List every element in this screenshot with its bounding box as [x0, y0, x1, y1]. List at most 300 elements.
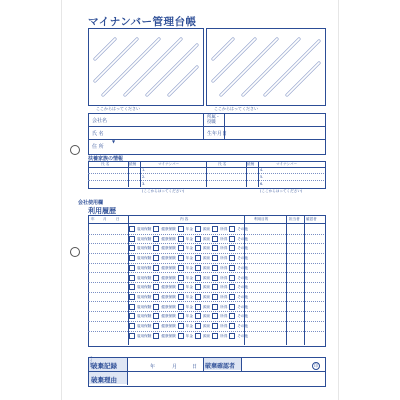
- usage-option-label: 所得: [220, 275, 228, 280]
- usage-option-label: その他: [237, 227, 249, 231]
- checkbox-icon[interactable]: [129, 294, 135, 300]
- usage-row[interactable]: [129, 236, 250, 242]
- family-index: 3.: [142, 182, 146, 186]
- photo-area-back[interactable]: [206, 28, 326, 106]
- usage-option[interactable]: [129, 266, 151, 270]
- usage-option[interactable]: [195, 276, 210, 280]
- checkbox-icon[interactable]: [195, 304, 201, 310]
- usage-option-label: 所得: [220, 304, 228, 309]
- usage-row[interactable]: [129, 245, 250, 251]
- usage-option[interactable]: [229, 324, 248, 328]
- usage-option[interactable]: [212, 256, 227, 260]
- checkbox-icon[interactable]: [153, 284, 159, 290]
- usage-option-label: その他: [237, 236, 249, 241]
- family-note: (ここからはってください): [260, 189, 303, 193]
- usage-option-label: 雇用保険: [137, 236, 152, 241]
- company-section-title: 会社使用欄: [78, 200, 104, 206]
- usage-option-label: 年金: [185, 324, 193, 328]
- usage-option[interactable]: [153, 256, 175, 260]
- usage-option-label: 雇用保険: [137, 285, 152, 290]
- usage-option-label: 年金: [185, 304, 193, 309]
- usage-option-label: その他: [237, 285, 249, 290]
- usage-option[interactable]: [153, 314, 175, 318]
- page-title: マイナンバー管理台帳: [88, 16, 197, 28]
- checkbox-icon[interactable]: [129, 255, 135, 261]
- checkbox-icon[interactable]: [153, 323, 159, 329]
- usage-option-label: 雇用保険: [137, 304, 152, 309]
- usage-option-label: 健康保険: [161, 265, 176, 270]
- usage-option[interactable]: [153, 246, 175, 250]
- usage-option-label: 所得: [220, 236, 228, 241]
- usage-option[interactable]: [195, 266, 210, 270]
- divider: [241, 357, 242, 371]
- checkbox-icon[interactable]: [195, 226, 201, 232]
- checkbox-icon[interactable]: [212, 294, 218, 300]
- checkbox-icon[interactable]: [229, 245, 235, 251]
- usage-option-label: 源泉: [202, 314, 211, 319]
- paste-guide-icon: [89, 29, 203, 105]
- checkbox-icon[interactable]: [129, 333, 135, 339]
- usage-option-label: その他: [237, 294, 249, 299]
- usage-option[interactable]: [195, 227, 210, 231]
- usage-option[interactable]: [195, 237, 210, 241]
- usage-option-label: 健康保険: [161, 324, 176, 328]
- usage-option[interactable]: [129, 256, 151, 260]
- checkbox-icon[interactable]: [212, 275, 218, 281]
- checkbox-icon[interactable]: [153, 275, 159, 281]
- birthdate-label: 生年月日: [207, 131, 228, 137]
- family-header-name: 氏 名: [218, 162, 227, 166]
- usage-option[interactable]: [153, 276, 175, 280]
- usage-option-label: その他: [237, 275, 249, 280]
- usage-option-label: 雇用保険: [137, 324, 152, 328]
- checkbox-icon[interactable]: [178, 284, 184, 290]
- usage-option[interactable]: [229, 266, 248, 270]
- checkbox-icon[interactable]: [178, 236, 184, 242]
- usage-option[interactable]: [212, 314, 227, 318]
- usage-option[interactable]: [153, 295, 175, 299]
- usage-option[interactable]: [212, 276, 227, 280]
- usage-option-label: 源泉: [202, 246, 211, 251]
- usage-option[interactable]: [129, 305, 151, 309]
- company-label: 会社名: [92, 118, 108, 124]
- usage-option[interactable]: [229, 295, 248, 299]
- usage-option[interactable]: [153, 285, 175, 289]
- usage-option[interactable]: [129, 324, 151, 328]
- checkbox-icon[interactable]: [153, 236, 159, 242]
- divider: [88, 292, 324, 293]
- usage-option[interactable]: [229, 285, 248, 289]
- divider: [88, 180, 324, 181]
- usage-option[interactable]: [229, 246, 248, 250]
- family-index: 1.: [142, 168, 146, 172]
- family-header-name: 氏 名: [101, 162, 110, 166]
- usage-option[interactable]: [195, 324, 210, 328]
- usage-row[interactable]: [129, 313, 250, 319]
- checkbox-icon[interactable]: [229, 313, 235, 319]
- usage-option-label: 源泉: [202, 227, 211, 231]
- usage-option-label: 源泉: [202, 275, 211, 280]
- checkbox-icon[interactable]: [178, 304, 184, 310]
- divider: [88, 301, 324, 302]
- checkbox-icon[interactable]: [153, 333, 159, 339]
- checkbox-icon[interactable]: [178, 313, 184, 319]
- checkbox-icon[interactable]: [195, 284, 201, 290]
- usage-option-label: 所得: [220, 314, 228, 319]
- usage-option[interactable]: [129, 334, 151, 338]
- checkbox-icon[interactable]: [195, 323, 201, 329]
- paste-guide-icon: [207, 29, 325, 105]
- usage-option-label: 年金: [185, 314, 193, 319]
- divider: [88, 173, 324, 174]
- usage-row[interactable]: [129, 275, 250, 281]
- checkbox-icon[interactable]: [229, 226, 235, 232]
- usage-option-label: その他: [237, 324, 249, 328]
- divider: [88, 253, 324, 254]
- checkbox-icon[interactable]: [195, 294, 201, 300]
- disposal-year: 年: [150, 364, 156, 370]
- usage-option[interactable]: [153, 227, 175, 231]
- checkbox-icon[interactable]: [195, 333, 201, 339]
- checkbox-icon[interactable]: [153, 304, 159, 310]
- usage-option-label: その他: [237, 256, 249, 261]
- usage-option[interactable]: [195, 246, 210, 250]
- usage-option[interactable]: [195, 314, 210, 318]
- divider: [88, 272, 324, 273]
- usage-option[interactable]: [212, 227, 227, 231]
- disposal-confirmer-label: 破棄確認者: [205, 363, 236, 370]
- checkbox-icon[interactable]: [178, 333, 184, 339]
- divider: [88, 234, 324, 235]
- usage-option[interactable]: [129, 314, 151, 318]
- divider: [88, 311, 324, 312]
- usage-header-year: 年: [91, 217, 95, 221]
- divider: [206, 161, 207, 187]
- checkbox-icon[interactable]: [212, 226, 218, 232]
- checkbox-icon[interactable]: [129, 304, 135, 310]
- checkbox-icon[interactable]: [129, 236, 135, 242]
- checkbox-icon[interactable]: [195, 255, 201, 261]
- form-code: マイ-B4: [89, 356, 93, 368]
- checkbox-icon[interactable]: [212, 284, 218, 290]
- usage-option-label: その他: [237, 246, 249, 251]
- checkbox-icon[interactable]: [129, 275, 135, 281]
- usage-header-staff: 担当者: [289, 217, 300, 221]
- usage-option-label: 雇用保険: [137, 275, 152, 280]
- divider: [304, 215, 305, 345]
- affiliation-label: 所属・役職: [207, 115, 221, 125]
- divider: [203, 113, 204, 139]
- checkbox-icon[interactable]: [229, 265, 235, 271]
- usage-option[interactable]: [195, 295, 210, 299]
- usage-option[interactable]: [129, 285, 151, 289]
- checkbox-icon[interactable]: [195, 265, 201, 271]
- checkbox-icon[interactable]: [195, 236, 201, 242]
- usage-option[interactable]: [178, 295, 193, 299]
- usage-option-label: 源泉: [202, 324, 211, 328]
- usage-option[interactable]: [212, 305, 227, 309]
- checkbox-icon[interactable]: [178, 226, 184, 232]
- disposal-record-label: 破棄記録: [91, 362, 117, 370]
- usage-option-label: 雇用保険: [137, 314, 152, 319]
- usage-option-label: 所得: [220, 294, 228, 299]
- checkbox-icon[interactable]: [153, 313, 159, 319]
- usage-option-label: 源泉: [202, 294, 211, 299]
- checkbox-icon[interactable]: [195, 313, 201, 319]
- divider: [140, 161, 141, 187]
- chevron-down-icon: ▼: [112, 139, 116, 144]
- checkbox-icon[interactable]: [212, 255, 218, 261]
- checkbox-icon[interactable]: [129, 226, 135, 232]
- usage-option[interactable]: [178, 276, 193, 280]
- usage-option-label: 所得: [220, 333, 228, 338]
- checkbox-icon[interactable]: [129, 265, 135, 271]
- usage-option[interactable]: [153, 237, 175, 241]
- usage-option-label: 健康保険: [161, 227, 176, 231]
- usage-row[interactable]: [129, 255, 250, 261]
- usage-row[interactable]: [129, 323, 250, 329]
- checkbox-icon[interactable]: [212, 323, 218, 329]
- checkbox-icon[interactable]: [153, 226, 159, 232]
- punch-hole: [70, 145, 80, 155]
- divider: [127, 357, 128, 385]
- family-header-mynumber: マイナンバー: [158, 162, 180, 166]
- usage-option-label: 健康保険: [161, 294, 176, 299]
- checkbox-icon[interactable]: [212, 313, 218, 319]
- usage-option-label: 年金: [185, 275, 193, 280]
- checkbox-icon[interactable]: [129, 313, 135, 319]
- checkbox-icon[interactable]: [212, 333, 218, 339]
- divider: [88, 282, 324, 283]
- usage-option-label: その他: [237, 314, 249, 319]
- usage-option[interactable]: [178, 334, 193, 338]
- divider: [88, 243, 324, 244]
- usage-row[interactable]: [129, 226, 250, 232]
- checkbox-icon[interactable]: [153, 294, 159, 300]
- usage-row[interactable]: [129, 304, 250, 310]
- family-header-mynumber: マイナンバー: [276, 162, 298, 166]
- checkbox-icon[interactable]: [178, 265, 184, 271]
- usage-option[interactable]: [212, 334, 227, 338]
- usage-option[interactable]: [229, 305, 248, 309]
- usage-header-content: 内 容: [180, 217, 189, 221]
- usage-option-label: 源泉: [202, 285, 211, 290]
- usage-option[interactable]: [212, 246, 227, 250]
- usage-option[interactable]: [229, 314, 248, 318]
- usage-option-label: 所得: [220, 256, 228, 261]
- usage-option-label: 健康保険: [161, 285, 176, 290]
- divider: [88, 331, 324, 332]
- usage-option-label: その他: [237, 265, 249, 270]
- seal-icon: 印: [314, 363, 318, 368]
- photo-caption: ここからはってください: [214, 106, 258, 111]
- usage-option-label: 雇用保険: [137, 333, 152, 338]
- usage-option-label: その他: [237, 304, 249, 309]
- usage-option[interactable]: [153, 324, 175, 328]
- family-index: 2.: [142, 175, 146, 179]
- divider: [88, 263, 324, 264]
- usage-option-label: 年金: [185, 246, 193, 251]
- usage-option-label: 健康保険: [161, 275, 176, 280]
- photo-area-front[interactable]: [88, 28, 204, 106]
- usage-option-label: 年金: [185, 265, 193, 270]
- family-index: 5.: [260, 175, 264, 179]
- checkbox-icon[interactable]: [229, 275, 235, 281]
- checkbox-icon[interactable]: [195, 275, 201, 281]
- usage-option-label: 雇用保険: [137, 246, 152, 251]
- usage-option[interactable]: [229, 334, 248, 338]
- usage-option-label: 健康保険: [161, 246, 176, 251]
- usage-option-label: 源泉: [202, 265, 211, 270]
- usage-option[interactable]: [129, 237, 151, 241]
- usage-option[interactable]: [129, 246, 151, 250]
- usage-option[interactable]: [195, 256, 210, 260]
- usage-option-label: 所得: [220, 227, 228, 231]
- usage-option[interactable]: [212, 237, 227, 241]
- usage-header-purpose: 利用目的: [254, 217, 269, 221]
- usage-option-label: 年金: [185, 227, 193, 231]
- divider: [88, 371, 325, 372]
- checkbox-icon[interactable]: [153, 255, 159, 261]
- usage-section-title: 利用履歴: [88, 207, 116, 215]
- checkbox-icon[interactable]: [178, 245, 184, 251]
- checkbox-icon[interactable]: [212, 245, 218, 251]
- checkbox-icon[interactable]: [229, 236, 235, 242]
- checkbox-icon[interactable]: [178, 275, 184, 281]
- checkbox-icon[interactable]: [153, 245, 159, 251]
- checkbox-icon[interactable]: [195, 245, 201, 251]
- usage-row[interactable]: [129, 284, 250, 290]
- usage-row[interactable]: [129, 265, 250, 271]
- name-label: 氏 名: [92, 131, 104, 137]
- usage-header-check: 確認者: [306, 217, 317, 221]
- usage-option[interactable]: [178, 227, 193, 231]
- usage-option-label: 雇用保険: [137, 265, 152, 270]
- checkbox-icon[interactable]: [229, 333, 235, 339]
- divider: [88, 139, 325, 140]
- family-index: 6.: [260, 182, 264, 186]
- usage-option[interactable]: [212, 266, 227, 270]
- usage-option[interactable]: [153, 266, 175, 270]
- family-index: 4.: [260, 168, 264, 172]
- usage-option[interactable]: [229, 276, 248, 280]
- usage-option[interactable]: [195, 285, 210, 289]
- disposal-reason-label: 破棄理由: [91, 376, 117, 384]
- disposal-month: 月: [172, 364, 178, 370]
- usage-option-label: 年金: [185, 294, 193, 299]
- usage-option-label: 雇用保険: [137, 227, 152, 231]
- divider: [258, 161, 259, 187]
- usage-option-label: 健康保険: [161, 236, 176, 241]
- usage-option[interactable]: [178, 246, 193, 250]
- family-header-relation: 続柄: [129, 162, 137, 166]
- checkbox-icon[interactable]: [229, 323, 235, 329]
- usage-option-label: 源泉: [202, 256, 211, 261]
- address-label: 住 所: [92, 144, 104, 150]
- checkbox-icon[interactable]: [229, 294, 235, 300]
- usage-option-label: 所得: [220, 324, 228, 328]
- checkbox-icon[interactable]: [129, 245, 135, 251]
- usage-option-label: 雇用保険: [137, 294, 152, 299]
- divider: [88, 126, 325, 127]
- usage-option-label: 所得: [220, 265, 228, 270]
- checkbox-icon[interactable]: [178, 255, 184, 261]
- usage-option[interactable]: [129, 227, 151, 231]
- usage-option[interactable]: [229, 256, 248, 260]
- usage-row[interactable]: [129, 294, 250, 300]
- usage-option[interactable]: [212, 295, 227, 299]
- usage-option[interactable]: [129, 295, 151, 299]
- usage-option[interactable]: [178, 285, 193, 289]
- usage-option-label: 源泉: [202, 236, 211, 241]
- family-section-title: 扶養家族の情報: [88, 156, 124, 162]
- checkbox-icon[interactable]: [229, 284, 235, 290]
- family-note: (ここからはってください): [142, 189, 185, 193]
- usage-option[interactable]: [229, 227, 248, 231]
- checkbox-icon[interactable]: [129, 284, 135, 290]
- checkbox-icon[interactable]: [229, 304, 235, 310]
- usage-option[interactable]: [178, 314, 193, 318]
- checkbox-icon[interactable]: [212, 265, 218, 271]
- usage-option[interactable]: [178, 266, 193, 270]
- checkbox-icon[interactable]: [212, 304, 218, 310]
- usage-option-label: その他: [237, 333, 249, 338]
- usage-option-label: 雇用保険: [137, 256, 152, 261]
- checkbox-icon[interactable]: [129, 323, 135, 329]
- divider: [88, 223, 325, 224]
- divider: [203, 357, 204, 371]
- usage-header-day: 日: [116, 217, 120, 221]
- usage-option-label: 健康保険: [161, 314, 176, 319]
- checkbox-icon[interactable]: [229, 255, 235, 261]
- punch-hole: [70, 247, 80, 257]
- usage-option[interactable]: [178, 324, 193, 328]
- usage-option[interactable]: [195, 305, 210, 309]
- usage-row[interactable]: [129, 333, 250, 339]
- usage-option[interactable]: [178, 305, 193, 309]
- usage-option-label: 所得: [220, 246, 228, 251]
- checkbox-icon[interactable]: [212, 236, 218, 242]
- usage-option[interactable]: [129, 276, 151, 280]
- usage-option-label: 年金: [185, 236, 193, 241]
- usage-option[interactable]: [195, 334, 210, 338]
- usage-option-label: 年金: [185, 256, 193, 261]
- usage-option[interactable]: [212, 324, 227, 328]
- usage-option[interactable]: [229, 237, 248, 241]
- checkbox-icon[interactable]: [153, 265, 159, 271]
- usage-option[interactable]: [212, 285, 227, 289]
- usage-option[interactable]: [178, 256, 193, 260]
- usage-option-label: 年金: [185, 333, 193, 338]
- usage-option[interactable]: [153, 305, 175, 309]
- family-header-relation: 続柄: [247, 162, 255, 166]
- divider: [88, 321, 324, 322]
- usage-option-label: 所得: [220, 285, 228, 290]
- usage-option-label: 健康保険: [161, 304, 176, 309]
- divider: [286, 215, 287, 345]
- disposal-day: 日: [192, 364, 198, 370]
- usage-option-label: 源泉: [202, 304, 211, 309]
- photo-caption: ここからはってください: [96, 106, 140, 111]
- usage-header-month: 月: [103, 217, 107, 221]
- usage-option[interactable]: [178, 237, 193, 241]
- checkbox-icon[interactable]: [178, 294, 184, 300]
- usage-option-label: 年金: [185, 285, 193, 290]
- usage-option-label: 健康保険: [161, 256, 176, 261]
- usage-option-label: 源泉: [202, 333, 211, 338]
- checkbox-icon[interactable]: [178, 323, 184, 329]
- usage-option[interactable]: [153, 334, 175, 338]
